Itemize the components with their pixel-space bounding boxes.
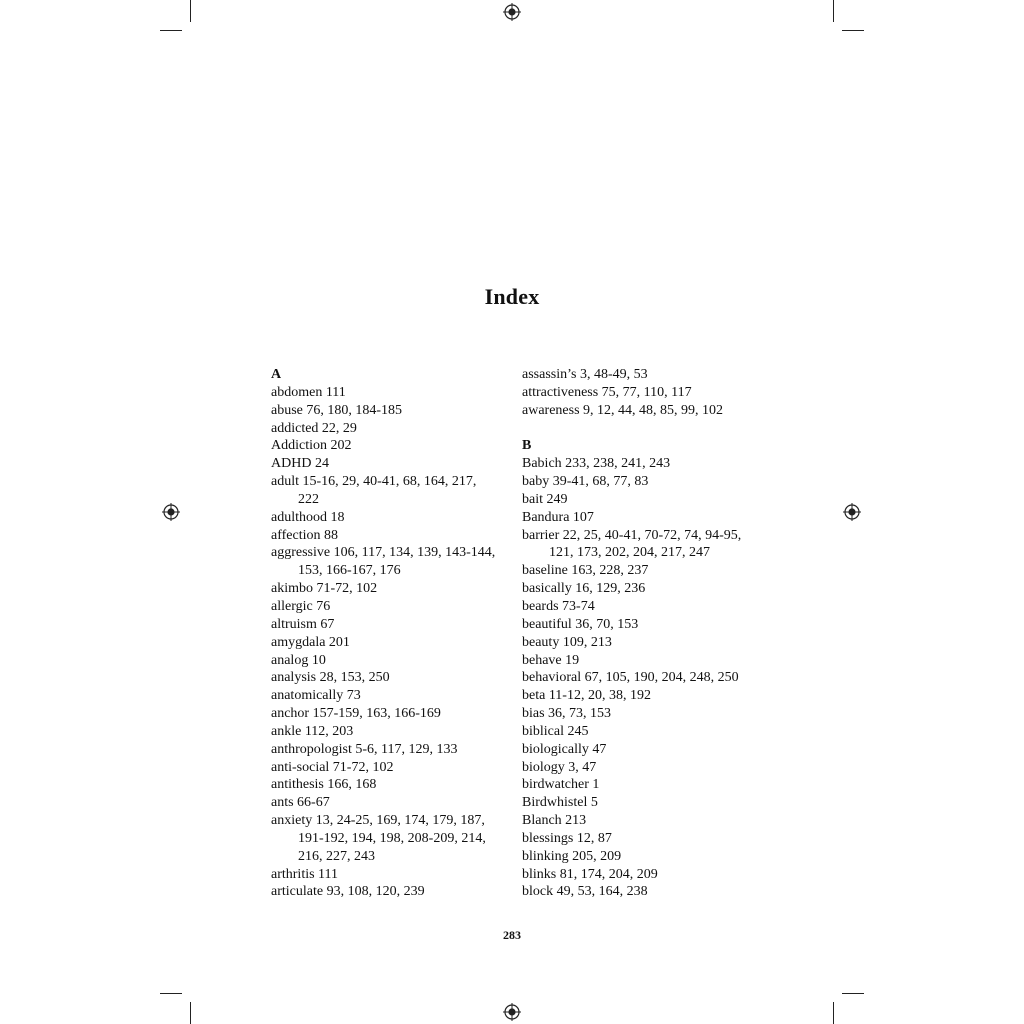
index-entry-text: ants 66-67 — [271, 795, 330, 811]
index-entry-text: ADHD 24 — [271, 456, 329, 472]
index-entry — [522, 366, 767, 384]
index-entry — [522, 687, 767, 705]
index-entry-text: beauty 109, 213 — [522, 634, 612, 650]
index-entry — [522, 616, 767, 634]
index-entry-text: amygdala 201 — [271, 634, 350, 650]
index-entry-text: affection 88 — [271, 527, 338, 543]
index-entry-text: altruism 67 — [271, 616, 335, 632]
index-letter-heading: A — [271, 367, 282, 382]
index-entry-text: baseline 163, 228, 237 — [522, 563, 649, 579]
index-entry — [522, 634, 767, 652]
crop-mark — [160, 993, 182, 994]
index-entry — [522, 866, 767, 884]
index-entry — [522, 723, 767, 741]
index-entry — [522, 794, 767, 812]
index-entry — [271, 455, 511, 473]
index-entry — [271, 812, 511, 866]
index-entry-text: awareness 9, 12, 44, 48, 85, 99, 102 — [522, 402, 724, 418]
index-entry-text: anatomically 73 — [271, 688, 361, 704]
index-entry — [522, 473, 767, 491]
index-entry-text: blinks 81, 174, 204, 209 — [522, 866, 658, 882]
page-title: Index — [484, 284, 540, 309]
index-entry-continuation: 191-192, 194, 198, 208-209, 214, — [298, 830, 486, 846]
index-entry — [522, 812, 767, 830]
index-entry-continuation: 153, 166-167, 176 — [298, 563, 401, 579]
crop-mark — [833, 1002, 834, 1024]
crop-mark — [160, 30, 182, 31]
index-entry — [271, 883, 511, 901]
index-entry-continuation: 216, 227, 243 — [298, 848, 375, 864]
index-entry-text: beautiful 36, 70, 153 — [522, 616, 639, 632]
index-entry-text: beards 73-74 — [522, 598, 595, 614]
index-entry — [271, 776, 511, 794]
index-entry-text: akimbo 71-72, 102 — [271, 581, 378, 597]
index-entry — [271, 509, 511, 527]
index-entry — [271, 759, 511, 777]
index-entry — [271, 652, 511, 670]
index-entry-text: antithesis 166, 168 — [271, 777, 377, 793]
index-entry-text: adulthood 18 — [271, 509, 345, 525]
index-entry-text: Babich 233, 238, 241, 243 — [522, 456, 671, 472]
index-entry-text: abuse 76, 180, 184-185 — [271, 402, 403, 418]
registration-mark-icon — [503, 1003, 521, 1021]
index-entry — [271, 794, 511, 812]
index-entry — [522, 830, 767, 848]
index-entry — [271, 544, 511, 580]
crop-mark — [190, 1002, 191, 1024]
index-entry — [271, 473, 511, 509]
index-entry-text: basically 16, 129, 236 — [522, 581, 646, 597]
index-entry-text: baby 39-41, 68, 77, 83 — [522, 474, 649, 490]
index-entry-text: articulate 93, 108, 120, 239 — [271, 884, 425, 900]
index-entry — [271, 634, 511, 652]
index-entry-text: anti-social 71-72, 102 — [271, 759, 394, 775]
index-entry — [271, 866, 511, 884]
index-entry — [522, 705, 767, 723]
registration-mark-icon — [503, 3, 521, 21]
index-entry-text: abdomen 111 — [271, 384, 346, 400]
crop-mark — [842, 30, 864, 31]
index-entry-text: Blanch 213 — [522, 813, 587, 829]
index-entry — [271, 741, 511, 759]
index-column-right — [522, 366, 767, 901]
index-entry — [271, 616, 511, 634]
index-entry-text: blessings 12, 87 — [522, 830, 612, 846]
index-entry — [271, 598, 511, 616]
index-entry-continuation: 222 — [298, 491, 319, 507]
crop-mark — [833, 0, 834, 22]
index-entry-text: adult 15-16, 29, 40-41, 68, 164, 217, — [271, 474, 477, 490]
index-entry-text: analog 10 — [271, 652, 326, 668]
index-entry-text: Addiction 202 — [271, 438, 352, 454]
index-entry-text: Birdwhistel 5 — [522, 795, 598, 811]
index-entry-text: arthritis 111 — [271, 866, 339, 882]
index-entry — [271, 437, 511, 455]
index-entry — [522, 455, 767, 473]
index-entry — [271, 705, 511, 723]
index-entry-text: block 49, 53, 164, 238 — [522, 884, 648, 900]
index-entry — [522, 848, 767, 866]
index-entry — [271, 384, 511, 402]
index-entry — [271, 420, 511, 438]
index-entry — [522, 491, 767, 509]
index-entry-text: barrier 22, 25, 40-41, 70-72, 74, 94-95, — [522, 527, 742, 543]
index-entry — [522, 598, 767, 616]
index-entry-text: birdwatcher 1 — [522, 777, 600, 793]
index-entry-text: biology 3, 47 — [522, 759, 597, 775]
index-entry — [522, 776, 767, 794]
crop-mark — [190, 0, 191, 22]
index-entry-text: aggressive 106, 117, 134, 139, 143-144, — [271, 545, 496, 561]
index-entry — [522, 509, 767, 527]
index-entry — [271, 723, 511, 741]
index-entry-text: attractiveness 75, 77, 110, 117 — [522, 384, 692, 400]
index-entry — [271, 527, 511, 545]
registration-mark-icon — [843, 503, 861, 521]
index-entry-text: anthropologist 5-6, 117, 129, 133 — [271, 741, 458, 757]
index-entry-text: biologically 47 — [522, 741, 607, 757]
index-entry — [271, 687, 511, 705]
index-entry-text: behave 19 — [522, 652, 580, 668]
index-entry-text: ankle 112, 203 — [271, 723, 354, 739]
index-entry-text: bias 36, 73, 153 — [522, 706, 612, 722]
index-entry — [522, 527, 767, 563]
index-entry — [271, 402, 511, 420]
index-entry-text: analysis 28, 153, 250 — [271, 670, 390, 686]
index-entry — [522, 759, 767, 777]
index-column-left — [271, 366, 511, 901]
index-entry — [522, 580, 767, 598]
registration-mark-icon — [162, 503, 180, 521]
index-entry — [271, 669, 511, 687]
index-entry-text: beta 11-12, 20, 38, 192 — [522, 688, 651, 704]
index-entry-text: anchor 157-159, 163, 166-169 — [271, 706, 441, 722]
index-entry-text: biblical 245 — [522, 723, 589, 739]
index-entry — [522, 652, 767, 670]
index-entry-continuation: 121, 173, 202, 204, 217, 247 — [549, 545, 710, 561]
index-entry-text: allergic 76 — [271, 598, 331, 614]
index-entry — [522, 669, 767, 687]
index-entry — [522, 883, 767, 901]
index-entry — [522, 562, 767, 580]
index-entry-text: behavioral 67, 105, 190, 204, 248, 250 — [522, 670, 739, 686]
index-entry — [522, 402, 767, 420]
index-entry — [522, 741, 767, 759]
index-letter-heading: B — [522, 438, 532, 454]
index-entry-text: Bandura 107 — [522, 509, 594, 525]
index-entry — [522, 384, 767, 402]
index-entry-text: addicted 22, 29 — [271, 420, 357, 436]
crop-mark — [842, 993, 864, 994]
page-number: 283 — [503, 928, 521, 942]
section-spacer — [522, 420, 767, 438]
index-entry — [271, 580, 511, 598]
index-entry-text: assassin’s 3, 48-49, 53 — [522, 367, 648, 382]
index-entry-text: blinking 205, 209 — [522, 848, 622, 864]
index-entry-text: bait 249 — [522, 491, 568, 507]
index-entry-text: anxiety 13, 24-25, 169, 174, 179, 187, — [271, 813, 485, 829]
